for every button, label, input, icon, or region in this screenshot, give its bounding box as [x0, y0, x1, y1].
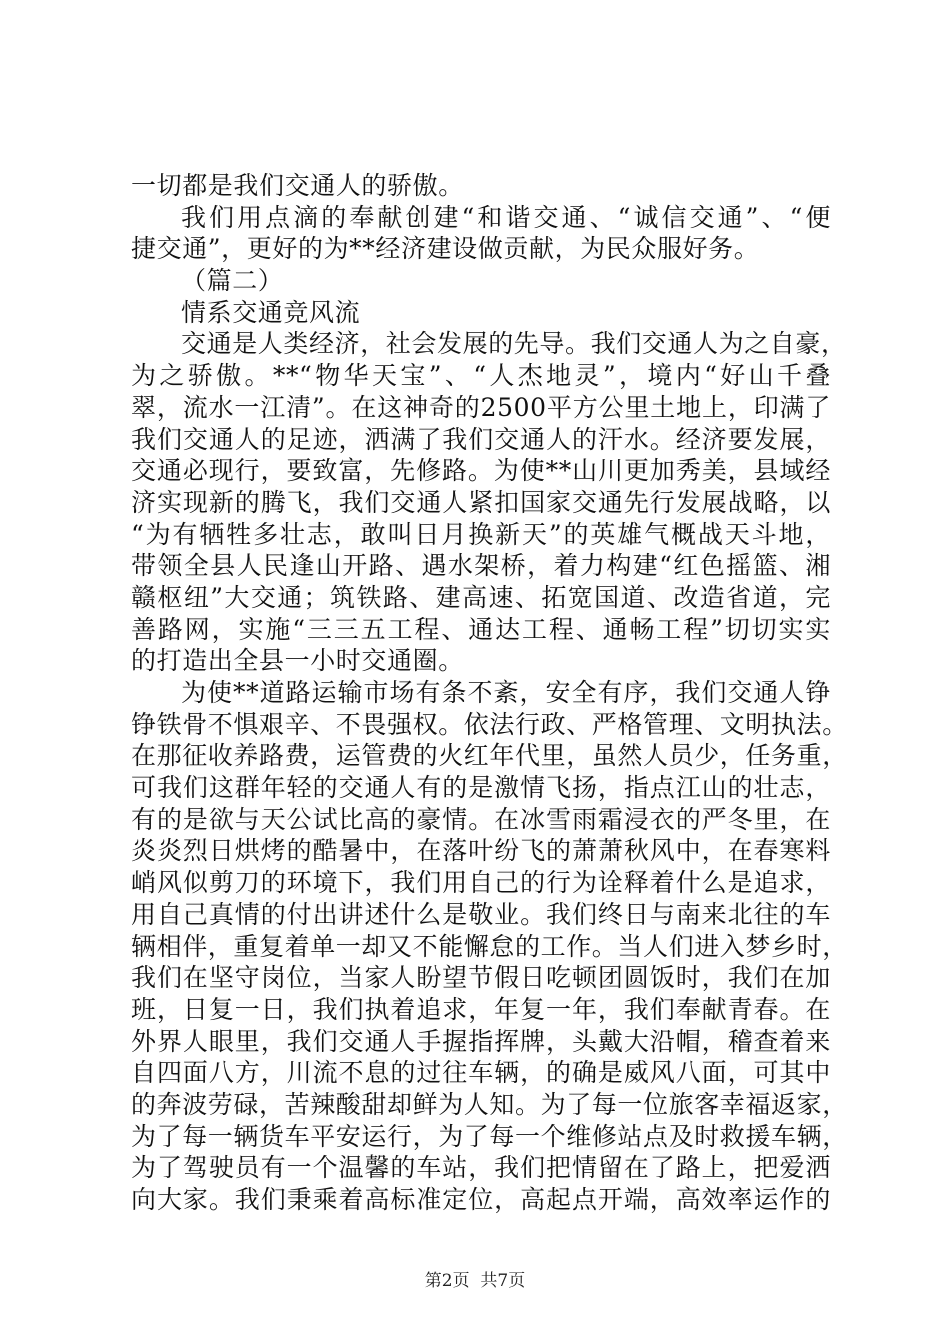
text-line: 辆相伴，重复着单一却又不能懈怠的工作。当人们进入梦乡时， [131, 931, 848, 961]
text-line: 济实现新的腾飞，我们交通人紧扣国家交通先行发展战略，以 [131, 487, 831, 517]
text-line: 为使**道路运输市场有条不紊，安全有序，我们交通人铮 [181, 678, 831, 707]
text-line: 一切都是我们交通人的骄傲。 [131, 171, 464, 200]
text-line: 交通是人类经济，社会发展的先导。我们交通人为之自豪， [181, 329, 847, 359]
text-line: 的奔波劳碌，苦辣酸甜却鲜为人知。为了每一位旅客幸福返家， [131, 1089, 848, 1119]
text-line: 为之骄傲。**“物华天宝”、“人杰地灵”，境内“好山千叠 [131, 361, 831, 391]
text-line: “为有牺牲多壮志，敢叫日月换新天”的英雄气概战天斗地， [131, 519, 831, 549]
text-line: 炎炎烈日烘烤的酷暑中，在落叶纷飞的萧萧秋风中，在春寒料 [131, 836, 831, 866]
text-line: 捷交通”，更好的为**经济建设做贡献，为民众服好务。 [131, 234, 760, 264]
text-line: 善路网，实施“三三五工程、通达工程、通畅工程”切切实实 [131, 614, 831, 644]
text-line: 向大家。我们秉乘着高标准定位，高起点开端，高效率运作的 [131, 1185, 831, 1214]
text-line: 交通必现行，要致富，先修路。为使**山川更加秀美，县域经 [131, 456, 831, 486]
body-text [131, 170, 848, 1216]
text-line: 外界人眼里，我们交通人手握指挥牌，头戴大沿帽，稽查着来 [131, 1026, 831, 1056]
text-line: 可我们这群年轻的交通人有的是激情飞扬，指点江山的壮志， [131, 773, 831, 803]
article-title: 情系交通竞风流 [181, 297, 361, 327]
text-line: 为了驾驶员有一个温馨的车站，我们把情留在了路上，把爱洒 [131, 1153, 831, 1183]
text-line: 铮铁骨不惧艰辛、不畏强权。依法行政、严格管理、文明执法。 [131, 709, 848, 739]
text-line: 有的是欲与天公试比高的豪情。在冰雪雨霜浸衣的严冬里，在 [131, 804, 831, 834]
text-line: 用自己真情的付出讲述什么是敬业。我们终日与南来北往的车 [131, 899, 831, 929]
text-line: 翠，流水一江清”。在这神奇的2500平方公里土地上，印满了 [131, 392, 831, 422]
text-line: 在那征收养路费，运管费的火红年代里，虽然人员少，任务重， [131, 741, 848, 771]
text-line: 自四面八方，川流不息的过往车辆，的确是威风八面，可其中 [131, 1058, 831, 1088]
text-line: 我们在坚守岗位，当家人盼望节假日吃顿团圆饭时，我们在加 [131, 963, 831, 993]
text-line: 带领全县人民逢山开路、遇水架桥，着力构建“红色摇篮、湘 [131, 551, 831, 581]
section-heading: （篇二） [181, 266, 284, 296]
text-line: 赣枢纽”大交通；筑铁路、建高速、拓宽国道、改造省道，完 [131, 582, 831, 612]
page-number-footer: 第2页 共7页 [424, 1271, 526, 1291]
text-line: 的打造出全县一小时交通圈。 [131, 646, 464, 676]
text-line: 我们交通人的足迹，洒满了我们交通人的汗水。经济要发展， [131, 424, 831, 454]
text-line: 峭风似剪刀的环境下，我们用自己的行为诠释着什么是追求， [131, 868, 831, 898]
text-line: 为了每一辆货车平安运行，为了每一个维修站点及时救援车辆， [131, 1121, 848, 1151]
text-line: 我们用点滴的奉献创建“和谐交通、“诚信交通”、“便 [181, 202, 831, 232]
text-line: 班，日复一日，我们执着追求，年复一年，我们奉献青春。在 [131, 994, 831, 1024]
